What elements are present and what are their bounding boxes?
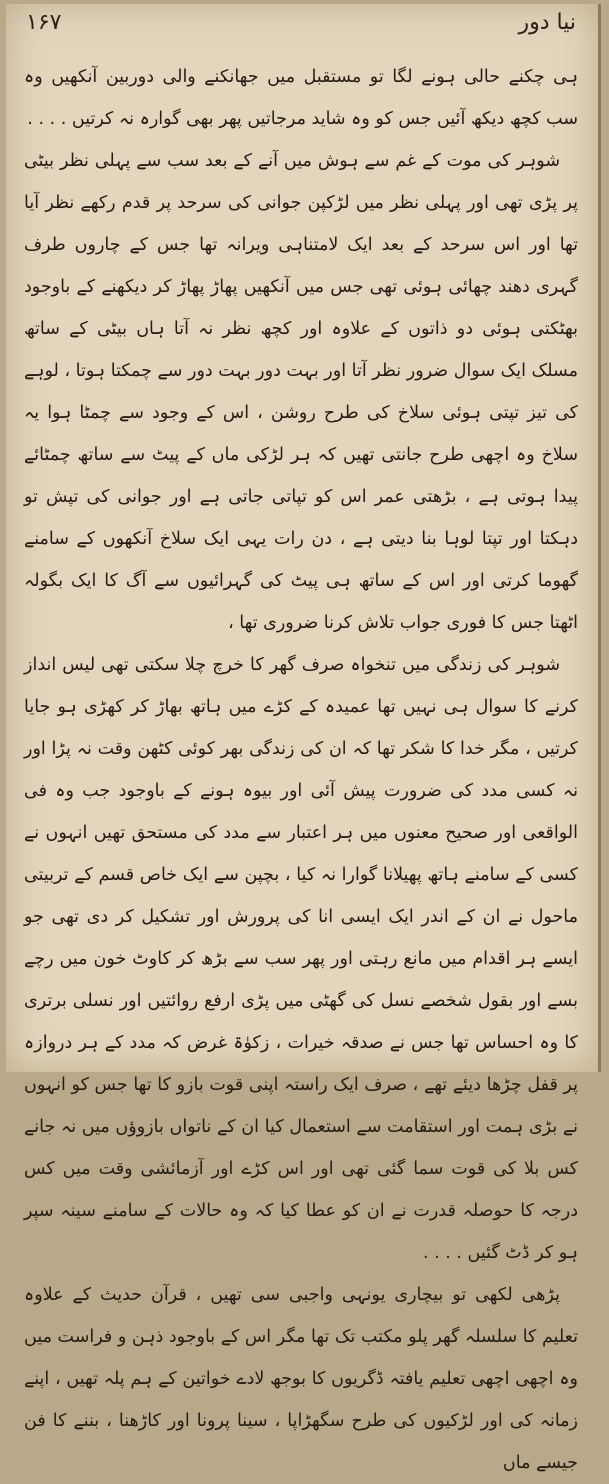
paragraph-2: شوہر کی موت کے غم سے ہوش میں آنے کے بعد سب سے پہلی نظر بیٹی پر پڑی تھی اور پہلی نظر میں لڑکپن جوانی کی سرحد پر قدم رکھے نظر آیا تھا اور اس سرحد کے بعد ایک لامتناہی ویرانہ تھا جس کے چاروں طرف گہری دھند چھائی ہوئی تھی جس میں آنکھیں پھاڑ پھاڑ کر دیکھنے کے باوجود بھٹکتی ہوئی دو ذاتوں کے علاوہ اور کچھ نظر نہ آتا ہاں بیٹی کے ساتھ مسلک ایک سوال ضرور نظر آتا اور بہت دور بہت دور سے چمکتا ہوتا ، لوہے کی تیز تپتی ہوئی سلاخ کی طرح روشن ، اس کے وجود سے چمٹا ہوا یہ سلاخ وہ اچھی طرح جانتی تھیں کہ ہر لڑکی ماں کے پیٹ سے ساتھ چمٹائے پیدا ہوتی ہے ، بڑھتی عمر اس کو تپاتی جاتی ہے اور جوانی کی تپش تو دہکتا اور تپتا لوہا بنا دیتی ہے ، دن رات یہی ایک سلاخ آنکھوں کے سامنے گھوما کرتی اور اس کے ساتھ ہی پیٹ کی گہرائیوں سے آگ کا ایک بگولہ اٹھتا جس کا فوری جواب تلاش کرنا ضروری تھا ،: [24, 151, 578, 633]
paragraph-4: پڑھی لکھی تو بیچاری یونہی واجبی سی تھیں ، قرآن حدیث کے علاوہ تعلیم کا سلسلہ گھر پلو مکتب تک تھا مگر اس کے باوجود ذہن و فراست میں وہ اچھی اچھی تعلیم یافتہ ڈگریوں کا بوجھ لادے خواتین کے ہم پلہ تھیں ، اپنے زمانہ کی اور لڑکیوں کی طرح سگھڑاپا ، سینا پرونا اور کاڑھنا ، بننے کا فن جیسے ماں: [24, 1285, 578, 1473]
paragraph-3: شوہر کی زندگی میں تنخواہ صرف گھر کا خرچ چلا سکتی تھی لیس انداز کرنے کا سوال ہی نہیں تھا عمیدہ کے کڑے میں ہاتھ بھاڑ کر کھڑی ہو جایا کرتیں ، مگر خدا کا شکر تھا کہ ان کی زندگی بھر کوئی کٹھن وقت نہ پڑا اور نہ کسی مدد کی ضرورت پیش آئی اور بیوہ ہونے کے باوجود جب وہ فی الواقعی اور صحیح معنوں میں ہر اعتبار سے مدد کی مستحق تھیں انہوں نے کسی کے سامنے ہاتھ پھیلانا گوارا نہ کیا ، بچپن سے ایک خاص قسم کے تربیتی ماحول نے ان کے اندر ایک ایسی انا کی پرورش اور تشکیل کر دی تھی جو ایسے ہر اقدام میں مانع رہتی اور پھر سب سے بڑھ کر کاوٹ خون میں رچے بسے اور بقول شخصے نسل کی گھٹی میں پڑی ارفع روائتیں اور نسلی برتری کا وہ احساس تھا جس نے صدقہ خیرات ، زکوٰۃ غرض کہ مدد کے ہر دروازہ پر قفل چڑھا دیئے تھے ، صرف ایک راستہ اپنی قوت بازو کا تھا جس کو انہوں نے بڑی ہمت اور استقامت سے استعمال کیا ان کے ناتواں بازوؤں میں نہ جانے کس بلا کی قوت سما گئی تھی اور اس کڑے اور آزمائشی وقت میں کس درجہ کا حوصلہ قدرت نے ان کو عطا کیا کہ وہ حالات کے سامنے سینہ سپر ہو کر ڈٹ گئیں . . . .: [24, 655, 578, 1263]
article-body: [24, 56, 578, 1484]
page-header: [26, 8, 576, 44]
page-number: ۱۶۷: [26, 10, 62, 35]
journal-title: نیا دور: [518, 10, 576, 35]
paragraph-1: ہی چکنے حالی ہونے لگا تو مستقبل میں جھانکنے والی دوربین آنکھیں وہ سب کچھ دیکھ آئیں جس کو وہ شاید مرجاتیں پھر بھی گوارہ نہ کرتیں . . . .: [24, 67, 578, 129]
book-page: [6, 4, 601, 1473]
